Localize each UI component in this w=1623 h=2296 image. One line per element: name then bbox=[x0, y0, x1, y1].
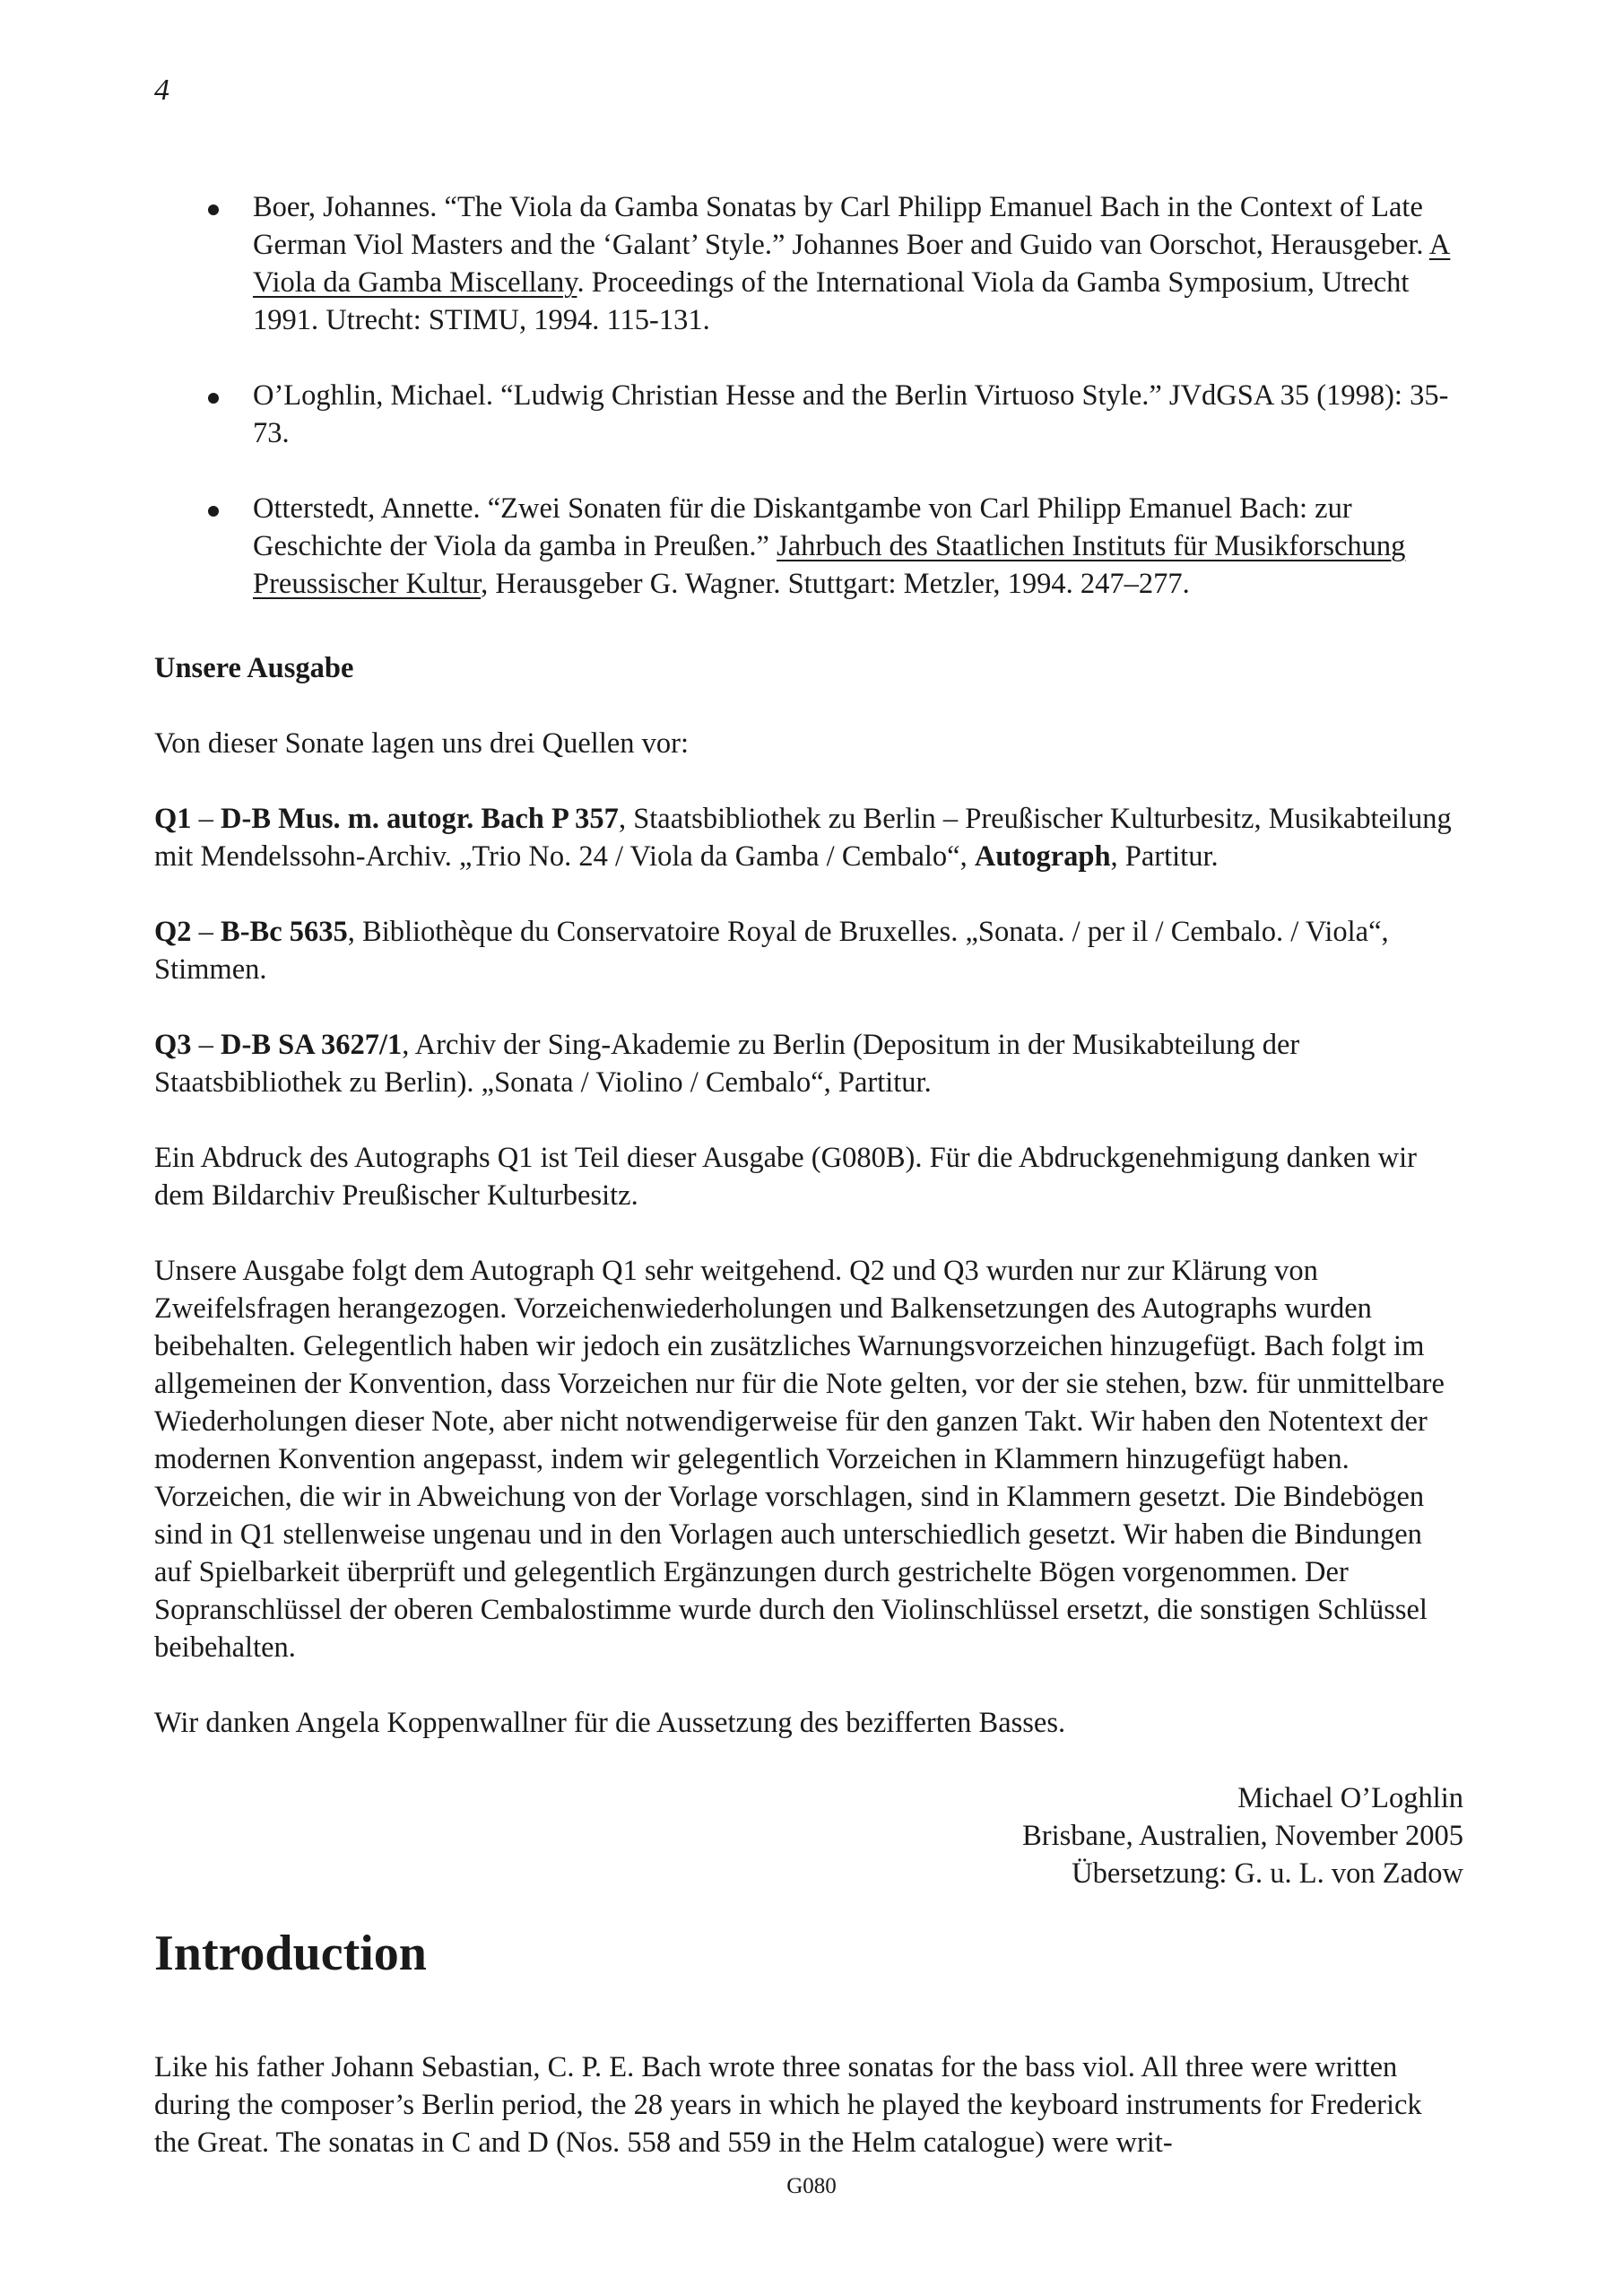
entry-text-rest: , Herausgeber G. Wagner. Stuttgart: Metzler, 1994. 247–277. bbox=[481, 568, 1190, 600]
source-type: Autograph bbox=[974, 840, 1111, 873]
source-description: , Bibliothèque du Conservatoire Royal de Bruxelles. „Sonata. / per il / Cembalo. / Viola“, Stimmen. bbox=[154, 916, 1389, 986]
section-heading: Unsere Ausgabe bbox=[154, 652, 354, 684]
source-q3 bbox=[154, 1026, 1463, 1101]
entry-text: O’Loghlin, Michael. “Ludwig Christian Hesse and the Berlin Virtuoso Style.” JVdGSA 35 (1998): 35-73. bbox=[253, 379, 1449, 449]
footer-catalog-number: G080 bbox=[786, 2174, 837, 2198]
source-description-end: , Partitur. bbox=[1110, 840, 1219, 873]
sources-intro: Von dieser Sonate lagen uns drei Quellen vor: bbox=[154, 727, 689, 760]
bullet-icon bbox=[208, 204, 219, 215]
entry-title-link[interactable]: A Viola da Gamba Miscellany bbox=[253, 229, 1451, 299]
bullet-icon bbox=[208, 506, 219, 517]
paragraph-edition-notes: Unsere Ausgabe folgt dem Autograph Q1 sehr weitgehend. Q2 und Q3 wurden nur zur Klärung von Zweifelsfragen herangezogen. Vorzeichenwiederholungen und Balkensetzungen des Autographs wurden beibehalten. Gelegentlich haben wir jedoch ein zusätzliches Warnungsvorzeichen hinzugefügt. Bach folgt im allgemeinen der Konvention, dass Vorzeichen nur für die Note gelten, vor der sie stehen, bzw. für unmittelbare Wiederholungen dieser Note, aber nicht notwendigerweise für den ganzen Takt. Wir haben den Notentext der modernen Konvention angepasst, indem wir gelegentlich Vorzeichen in Klammern hinzugefügt haben. Vorzeichen, die wir in Abweichung von der Vorlage vorschlagen, sind in Klammern gesetzt. Die Bindebögen sind in Q1 stellenweise ungenau und in den Vorlagen auch unterschiedlich gesetzt. Wir haben die Bindungen auf Spielbarkeit überprüft und gelegentlich Ergänzungen durch gestrichelte Bögen vorgenommen. Der Sopranschlüssel der oberen Cembalostimme wurde durch den Violinschlüssel ersetzt, die sonstigen Schlüssel beibehalten. bbox=[154, 1255, 1445, 1664]
bibliography-entry-ologhlin bbox=[154, 377, 1463, 452]
bibliography-entry-otterstedt bbox=[154, 490, 1463, 603]
source-shelfmark: B-Bc 5635 bbox=[221, 916, 348, 948]
bibliography-list bbox=[154, 188, 1463, 603]
source-q1 bbox=[154, 800, 1463, 875]
source-id: Q3 bbox=[154, 1029, 192, 1061]
entry-text: Boer, Johannes. “The Viola da Gamba Sonatas by Carl Philipp Emanuel Bach in the Context of Late German Viol Masters and the ‘Galant’ Style.” Johannes Boer and Guido van Oorschot, Herausgeber. bbox=[253, 191, 1429, 261]
signature-name: Michael O’Loghlin bbox=[1237, 1782, 1463, 1814]
introduction-paragraph: Like his father Johann Sebastian, C. P. E. Bach wrote three sonatas for the bass viol. All three were written during the composer’s Berlin period, the 28 years in which he played the keyboard instruments for Frederick the Great. The sonatas in C and D (Nos. 558 and 559 in the Helm catalogue) were writ- bbox=[154, 2051, 1422, 2159]
bibliography-entry-boer bbox=[154, 188, 1463, 339]
source-q2 bbox=[154, 913, 1463, 988]
source-shelfmark: D-B Mus. m. autogr. Bach P 357 bbox=[221, 803, 619, 835]
paragraph-print-permission: Ein Abdruck des Autographs Q1 ist Teil dieser Ausgabe (G080B). Für die Abdruckgenehmigung danken wir dem Bildarchiv Preußischer Kulturbesitz. bbox=[154, 1142, 1417, 1212]
entry-title-link[interactable]: Jahrbuch des Staatlichen Instituts für Musikforschung Preussischer Kultur bbox=[253, 530, 1406, 600]
signature-block bbox=[154, 1779, 1463, 1892]
entry-text: Otterstedt, Annette. “Zwei Sonaten für die Diskantgambe von Carl Philipp Emanuel Bach: zur Geschichte der Viola da gamba in Preußen.” bbox=[253, 492, 1352, 562]
source-id: Q2 bbox=[154, 916, 192, 948]
source-id: Q1 bbox=[154, 803, 192, 835]
introduction-heading: Introduction bbox=[154, 1926, 427, 1981]
source-description: , Archiv der Sing-Akademie zu Berlin (Depositum in der Musikabteilung der Staatsbibliothek zu Berlin). „Sonata / Violino / Cembalo“, Partitur. bbox=[154, 1029, 1300, 1099]
source-dash: – bbox=[191, 1029, 221, 1061]
signature-place-date: Brisbane, Australien, November 2005 bbox=[1022, 1820, 1463, 1852]
entry-text-rest: . Proceedings of the International Viola da Gamba Symposium, Utrecht 1991. Utrecht: STIMU, 1994. 115-131. bbox=[253, 266, 1410, 336]
source-description: , Staatsbibliothek zu Berlin – Preußischer Kulturbesitz, Musikabteilung mit Mendelssohn-Archiv. „Trio No. 24 / Viola da Gamba / Cembalo“, bbox=[154, 803, 1452, 873]
source-shelfmark: D-B SA 3627/1 bbox=[221, 1029, 403, 1061]
signature-translation: Übersetzung: G. u. L. von Zadow bbox=[1072, 1857, 1463, 1890]
page-number: 4 bbox=[154, 74, 169, 107]
source-dash: – bbox=[191, 916, 221, 948]
source-dash: – bbox=[191, 803, 221, 835]
paragraph-thanks: Wir danken Angela Koppenwallner für die Aussetzung des bezifferten Basses. bbox=[154, 1707, 1066, 1739]
page-content bbox=[154, 188, 1463, 2199]
bullet-icon bbox=[208, 393, 219, 404]
